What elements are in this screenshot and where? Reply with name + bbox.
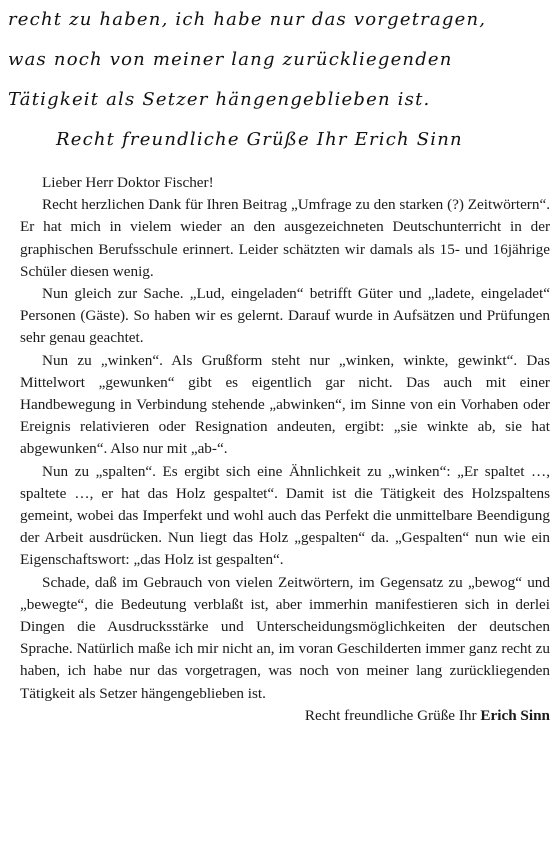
paragraph: Nun gleich zur Sache. „Lud, eingeladen“ betrifft Güter und „ladete, eingeladet“ Personen (Gäste). So haben wir es gelernt. Darauf wurde in Aufsätzen und Prüfungen sehr genau geachtet. [20,285,550,347]
handwritten-line: Tätigkeit als Setzer hängengeblieben ist. [8,89,431,110]
paragraph: Recht herzlichen Dank für Ihren Beitrag „Umfrage zu den starken (?) Zeitwörtern“. Er hat mich in vielem wieder an den ausgezeichneten Deutschunterricht in der graphischen Berufsschule erinnert. Leider schätzten wir damals als 15- und 16jährige Schüler diesen wenig. [20,196,550,280]
salutation: Lieber Herr Doktor Fischer! [42,174,214,191]
printed-letter [20,172,550,727]
handwritten-signature-line: Recht freundliche Grüße Ihr Erich Sinn [56,129,463,150]
closing [20,705,550,727]
handwritten-excerpt [8,4,556,164]
closing-text: Recht freundliche Grüße Ihr [304,706,481,724]
paragraph: Nun zu „winken“. Als Grußform steht nur „winken, winkte, gewinkt“. Das Mittelwort „gewunken“ gibt es eigentlich gar nicht. Das auch mit einer Handbewegung in Verbindung stehende „abwinken“, im Sinne von ein Vorhaben oder Ereignis relativieren oder Resignation andeuten, ergibt: „sie winkte ab, sie hat abgewunken“. Also nur mit „ab-“. [20,351,550,458]
handwritten-line: recht zu haben, ich habe nur das vorgetragen, [8,9,487,30]
paragraph: Schade, daß im Gebrauch von vielen Zeitwörtern, im Gegensatz zu „bewog“ und „bewegte“, die Bedeutung verblaßt ist, aber immerhin manifestieren sich in derlei Dingen die Ausdrucksstärke und Unterscheidungsmöglichkeiten der deutschen Sprache. Natürlich maße ich mir nicht an, im voran Geschilderten immer ganz recht zu haben, ich habe nur das vorgetragen, was noch von meiner lang zurückliegenden Tätigkeit als Setzer hängengeblieben ist. [20,573,550,702]
signature-name: Erich Sinn [480,706,550,724]
handwritten-line: was noch von meiner lang zurückliegenden [8,49,453,70]
paragraph: Nun zu „spalten“. Es ergibt sich eine Ähnlichkeit zu „winken“: „Er spaltet …, spaltete …, er hat das Holz gespaltet“. Damit ist die Tätigkeit des Holzspaltens gemeint, wobei das Imperfekt und wohl auch das Perfekt die unmittelbare Beendigung der Arbeit ausdrücken. Nun liegt das Holz „gespalten“ da. „Gespalten“ nun wie ein Eigenschaftswort: „das Holz ist gespalten“. [20,462,550,569]
